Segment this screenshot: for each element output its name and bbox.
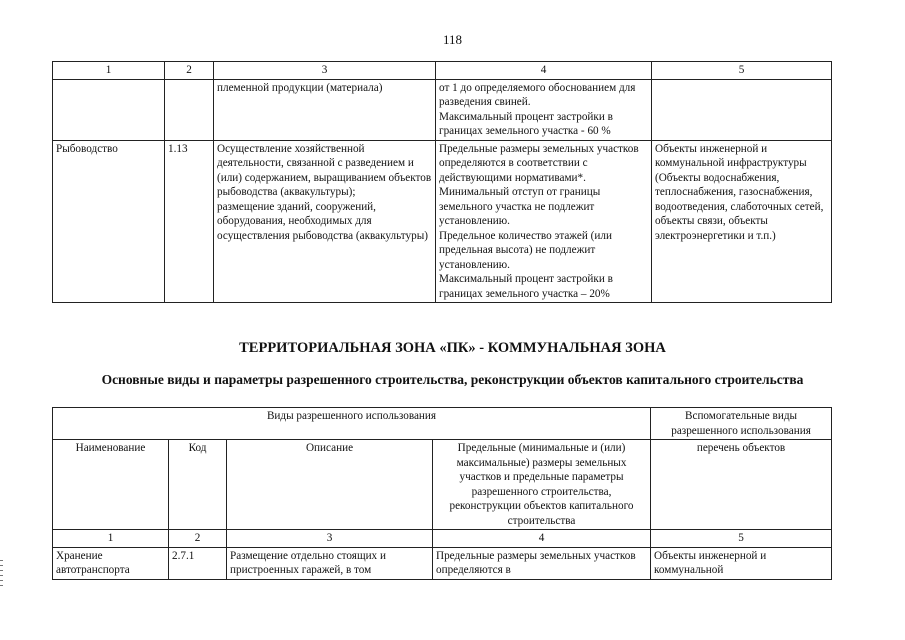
cell-description: Осуществление хозяйственной деятельности, связанной с разведением и (или) содержанием, выращиванием объектов рыбоводства (аквакультуры); размещение зданий, сооружений, оборудования, необходимых для осуществления рыбоводства (аквакультуры) [214,140,436,303]
scan-margin-marks [0,560,4,590]
col-number-1: 1 [53,530,169,548]
cell-auxiliary: Объекты инженерной и коммунальной [651,547,832,579]
cell-name: Хранение автотранспорта [53,547,169,579]
zone-title: ТЕРРИТОРИАЛЬНАЯ ЗОНА «ПК» - КОММУНАЛЬНАЯ ЗОНА [239,340,666,356]
page-number: 118 [442,32,463,47]
aux-header: Вспомогательные виды разрешенного использования [651,408,832,440]
col-number-4: 4 [433,530,651,548]
col-number-3: 3 [227,530,433,548]
col-number-2: 2 [165,62,214,80]
cell-name [53,79,165,140]
cell-code [165,79,214,140]
table-row [53,79,832,140]
header-code: Код [169,440,227,530]
cell-code: 1.13 [165,140,214,303]
col-number-2: 2 [169,530,227,548]
cell-parameters: Предельные размеры земельных участков определяются в [433,547,651,579]
col-number-3: 3 [214,62,436,80]
cell-auxiliary: Объекты инженерной и коммунальной инфраструктуры (Объекты водоснабжения, теплоснабжения, газоснабжения, водоотведения, слаботочных сетей, объекты связи, объекты электроэнергетики и т.п.) [652,140,832,303]
header-name: Наименование [53,440,169,530]
header-description: Описание [227,440,433,530]
cell-description: Размещение отдельно стоящих и пристроенных гаражей, в том [227,547,433,579]
column-number-row [53,62,832,80]
col-number-4: 4 [436,62,652,80]
cell-parameters: от 1 до определяемого обоснованием для разведения свиней. Максимальный процент застройки в границах земельного участка - 60 % [436,79,652,140]
table-row [53,140,832,303]
column-header-row [53,440,832,530]
cell-description: племенной продукции (материала) [214,79,436,140]
cell-name: Рыбоводство [53,140,165,303]
cell-parameters: Предельные размеры земельных участков определяются в соответствии с действующими нормативами*. Минимальный отступ от границы земельного участка не подлежит установлению. Предельное количество этажей (или предельная высота) не подлежит установлению. Максимальный процент застройки в границах земельного участка – 20% [436,140,652,303]
col-number-5: 5 [651,530,832,548]
group-header-row [53,408,832,440]
header-parameters: Предельные (минимальные и (или) максимальные) размеры земельных участков и предельные параметры разрешенного строительства, реконструкции объектов капитального строительства [433,440,651,530]
section-title: Основные виды и параметры разрешенного строительства, реконструкции объектов капитального строительства [101,372,804,387]
table-row [53,547,832,579]
permitted-use-table [52,407,832,580]
cell-code: 2.7.1 [169,547,227,579]
group-header: Виды разрешенного использования [53,408,651,440]
col-number-5: 5 [652,62,832,80]
cell-auxiliary [652,79,832,140]
permitted-use-table-continued [52,61,832,303]
column-number-row [53,530,832,548]
col-number-1: 1 [53,62,165,80]
header-auxiliary: перечень объектов [651,440,832,530]
